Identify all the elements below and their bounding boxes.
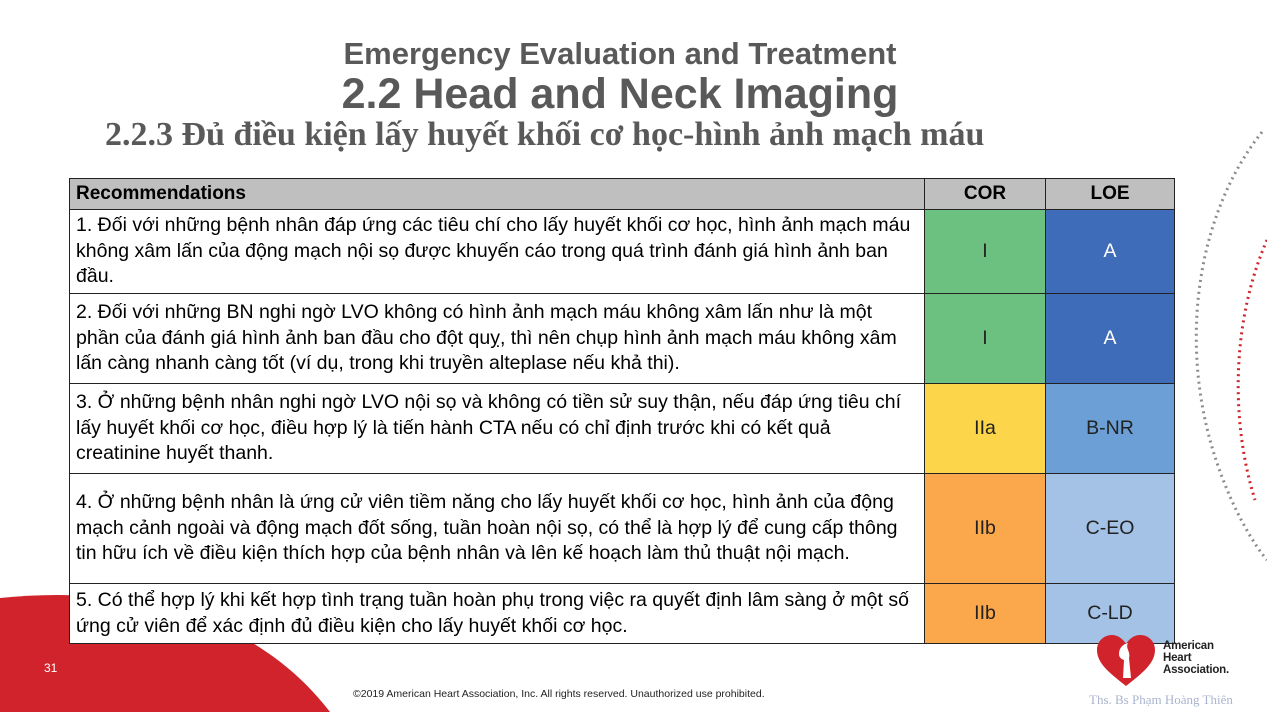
cor-cell — [925, 294, 1046, 384]
title-section: 2.2 Head and Neck Imaging — [341, 70, 899, 118]
aha-logo — [1093, 632, 1243, 688]
aha-logo-line3: Association. — [1163, 664, 1229, 676]
recommendation-text: 1. Đối với những bệnh nhân đáp ứng các tiêu chí cho lấy huyết khối cơ học, hình ảnh mạch máu không xâm lấn của động mạch nội sọ được khuyến cáo trong quá trình đánh giá hình ảnh ban đầu. — [70, 210, 925, 294]
table-row — [70, 294, 1175, 384]
loe-value: B-NR — [1086, 417, 1134, 439]
loe-value: C-EO — [1085, 517, 1135, 539]
loe-value: C-LD — [1087, 602, 1133, 624]
cor-cell — [925, 584, 1046, 644]
author-watermark: Ths. Bs Phạm Hoàng Thiên — [1089, 692, 1233, 707]
aha-logo-line1: American — [1163, 640, 1214, 652]
cor-value: I — [982, 327, 988, 349]
cor-cell — [925, 474, 1046, 584]
header-cor: COR — [925, 179, 1046, 210]
table-row — [70, 584, 1175, 644]
loe-value: A — [1103, 240, 1117, 262]
cor-cell — [925, 210, 1046, 294]
cor-cell — [925, 384, 1046, 474]
loe-cell — [1046, 294, 1175, 384]
title-category: Emergency Evaluation and Treatment — [343, 36, 897, 71]
table-row — [70, 384, 1175, 474]
recommendation-text: 3. Ở những bệnh nhân nghi ngờ LVO nội sọ và không có tiền sử suy thận, nếu đáp ứng tiêu chí lấy huyết khối cơ học, điều hợp lý là tiến hành CTA nếu có chỉ định trước khi có kết quả creatinine huyết thanh. — [70, 384, 925, 474]
page-number: 31 — [44, 661, 58, 675]
recommendation-text: 2. Đối với những BN nghi ngờ LVO không có hình ảnh mạch máu không xâm lấn như là một phần của đánh giá hình ảnh ban đầu cho đột quỵ, thì nên chụp hình ảnh mạch máu không xâm lấn càng nhanh càng tốt (ví dụ, trong khi truyền alteplase nếu khả thi). — [70, 294, 925, 384]
table-row — [70, 474, 1175, 584]
header-recommendations: Recommendations — [70, 179, 925, 210]
table-row — [70, 210, 1175, 294]
recommendations-table — [69, 178, 1175, 644]
title-subsection: 2.2.3 Đủ điều kiện lấy huyết khối cơ học-hình ảnh mạch máu — [105, 116, 985, 153]
gray-dashed-arc — [1196, 132, 1267, 560]
copyright-notice: ©2019 American Heart Association, Inc. All rights reserved. Unauthorized use prohibited. — [353, 688, 765, 700]
aha-logo-line2: Heart — [1163, 652, 1192, 664]
recommendation-text: 4. Ở những bệnh nhân là ứng cử viên tiềm năng cho lấy huyết khối cơ học, hình ảnh của động mạch cảnh ngoài và động mạch đốt sống, tuần hoàn nội sọ, có thể là hợp lý để cung cấp thông tin hữu ích về điều kiện thích hợp của bệnh nhân và lên kế hoạch làm thủ thuật nội mạch. — [70, 474, 925, 584]
red-dashed-arc — [1238, 240, 1267, 500]
recommendation-text: 5. Có thể hợp lý khi kết hợp tình trạng tuần hoàn phụ trong việc ra quyết định lâm sàng ở một số ứng cử viên để xác định đủ điều kiện cho lấy huyết khối cơ học. — [70, 584, 925, 644]
aha-logo-text — [1163, 640, 1229, 676]
loe-cell — [1046, 210, 1175, 294]
loe-value: A — [1103, 327, 1117, 349]
cor-value: I — [982, 240, 988, 262]
loe-cell — [1046, 474, 1175, 584]
cor-value: IIa — [974, 417, 996, 439]
loe-cell — [1046, 384, 1175, 474]
cor-value: IIb — [974, 602, 996, 624]
header-loe: LOE — [1046, 179, 1175, 210]
table-header-row — [70, 179, 1175, 210]
heart-torch-icon — [1093, 632, 1159, 688]
cor-value: IIb — [974, 517, 996, 539]
